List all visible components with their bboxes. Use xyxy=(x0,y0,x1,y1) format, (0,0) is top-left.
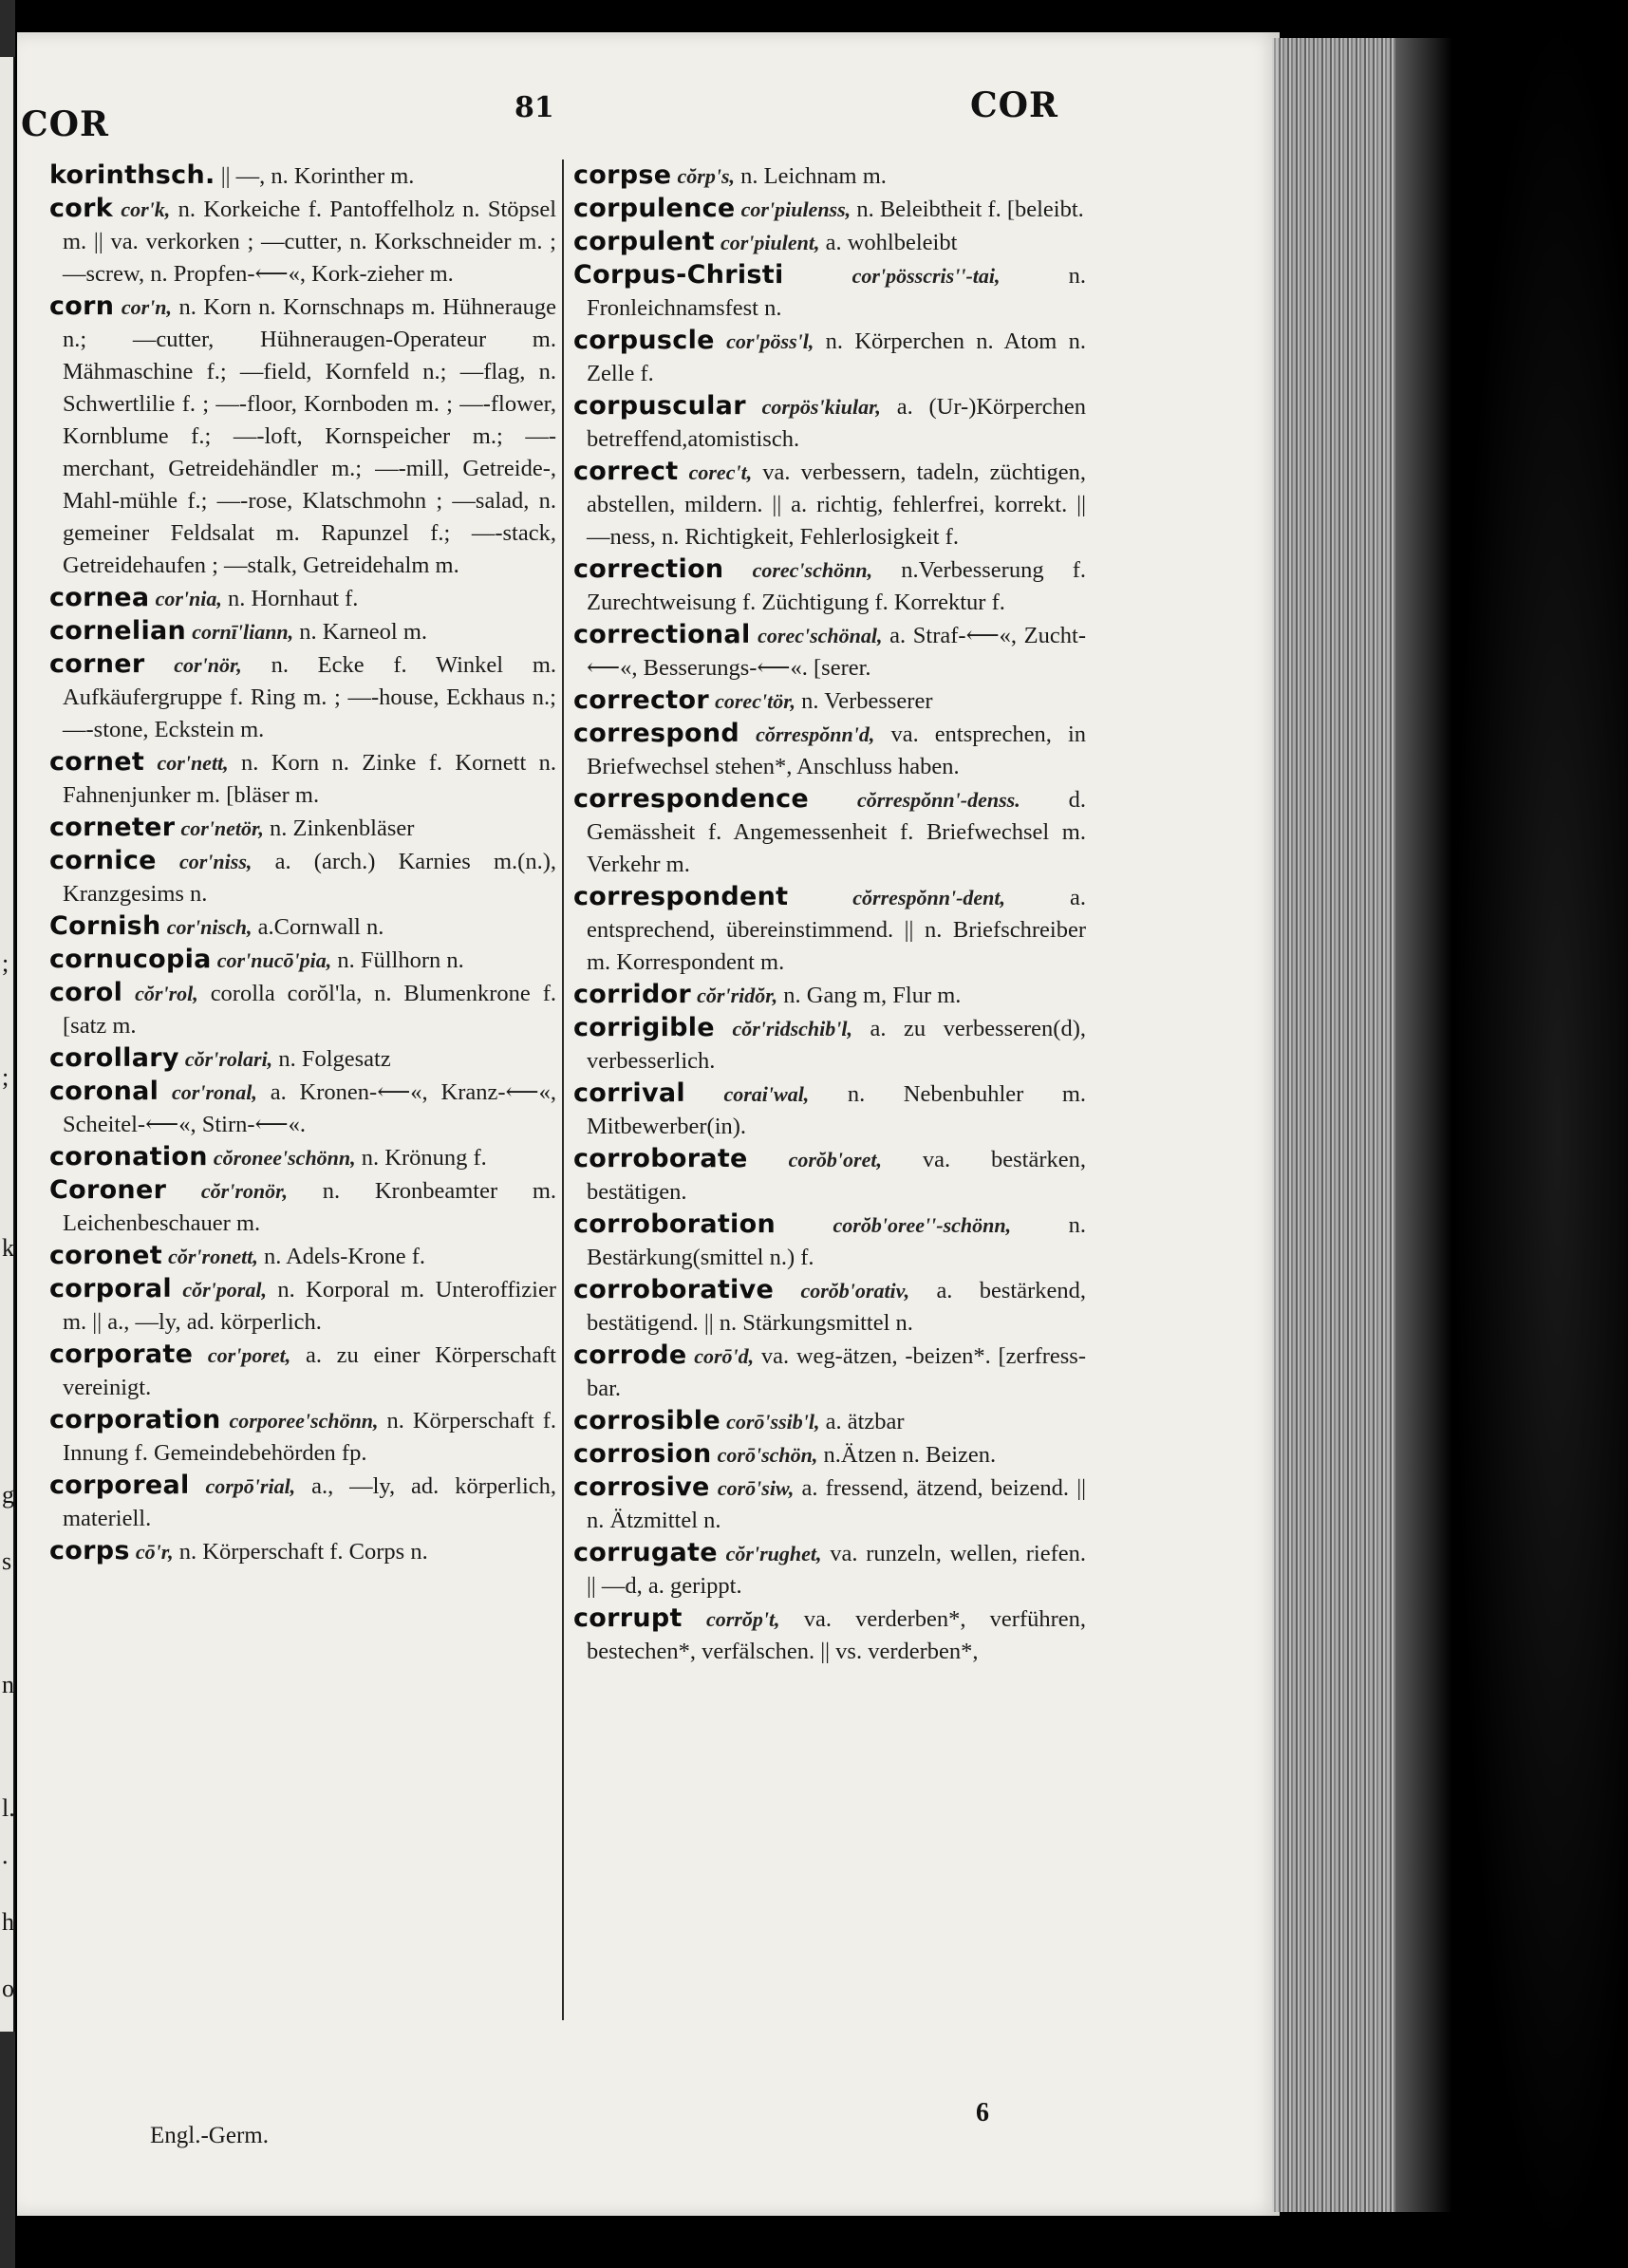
definition: va. verbessern, tadeln, züchtigen, abstellen, mildern. || a. richtig, fehlerfrei, korrekt. || —ness, n. Richtigkeit, Fehlerlosigkeit f. xyxy=(587,459,1087,550)
dictionary-entry xyxy=(573,684,1086,718)
guide-word-left: COR xyxy=(21,104,109,144)
definition: va. entsprechen, in Briefwechsel stehen*, Anschluss haben. xyxy=(587,722,1087,779)
pronunciation: cor'ronal, xyxy=(172,1080,257,1104)
pronunciation: cor'netör, xyxy=(180,816,264,840)
facing-page-char: ; xyxy=(2,1063,9,1091)
dictionary-entry xyxy=(49,1535,556,1568)
dictionary-entry xyxy=(49,1174,556,1240)
dictionary-entry xyxy=(573,881,1086,979)
definition: a. Kronen-⟵«, Kranz-⟵«, Scheitel-⟵«, Stirn-⟵«. xyxy=(63,1079,557,1137)
dictionary-entry xyxy=(573,259,1086,325)
headword: correction xyxy=(573,554,724,584)
definition: a., —ly, ad. körperlich, materiell. xyxy=(63,1473,557,1531)
headword: coronet xyxy=(49,1241,162,1270)
definition: n.Ätzen n. Beizen. xyxy=(823,1442,997,1468)
headword: corpse xyxy=(573,160,672,190)
pronunciation: cor'k, xyxy=(121,197,171,221)
pronunciation: corō'ssib'l, xyxy=(726,1410,820,1434)
dictionary-entry xyxy=(573,226,1086,259)
pronunciation: cō'r, xyxy=(135,1540,174,1564)
page-number: 81 xyxy=(515,91,554,124)
pronunciation: cor'nucō'pia, xyxy=(216,948,332,972)
facing-page-char: . xyxy=(2,1842,9,1869)
pronunciation: corpös'kiular, xyxy=(761,395,881,419)
headword: cornucopia xyxy=(49,945,212,974)
headword: corollary xyxy=(49,1043,179,1073)
headword: Coroner xyxy=(49,1175,167,1205)
headword: cornelian xyxy=(49,616,187,646)
headword: corner xyxy=(49,649,145,679)
facing-page-char: l. xyxy=(2,1794,15,1822)
definition: a. entsprechend, übereinstimmend. || n. Briefschreiber m. Korrespondent m. xyxy=(587,885,1086,975)
headword: corridor xyxy=(573,980,692,1009)
pronunciation: cor'nisch, xyxy=(166,915,253,939)
headword: cornea xyxy=(49,583,150,612)
dictionary-entry xyxy=(49,845,556,910)
definition: n. Korporal m. Unteroffizier m. || a., —ly, ad. körperlich. xyxy=(63,1277,557,1335)
headword: corrupt xyxy=(573,1603,683,1633)
dictionary-entry xyxy=(573,193,1086,226)
headword: corroborative xyxy=(573,1275,775,1304)
footer-title: Engl.-Germ. xyxy=(150,2123,269,2148)
pronunciation: cŏr'ridŏr, xyxy=(697,984,778,1007)
definition: n. Nebenbuhler m. Mitbewerber(in). xyxy=(587,1081,1087,1139)
pronunciation: cor'nia, xyxy=(155,587,222,610)
definition: va. runzeln, wellen, riefen. || —d, a. gerippt. xyxy=(587,1541,1086,1599)
definition: a. (Ur-)Körperchen betreffend,atomistisch. xyxy=(587,394,1086,452)
dictionary-entry xyxy=(573,979,1086,1012)
definition: a. zu einer Körperschaft vereinigt. xyxy=(63,1342,556,1400)
definition: n. Kronbeamter m. Leichenbeschauer m. xyxy=(63,1178,557,1236)
dictionary-entry xyxy=(573,1471,1086,1537)
headword: corpulent xyxy=(573,227,715,256)
dictionary-entry xyxy=(49,746,556,812)
headword: corporeal xyxy=(49,1471,190,1500)
headword: corrigible xyxy=(573,1013,715,1042)
pronunciation: corec't, xyxy=(688,460,753,484)
dictionary-entry xyxy=(49,812,556,845)
definition: a. (arch.) Karnies m.(n.), Kranzgesims n. xyxy=(63,849,556,907)
dictionary-entry xyxy=(49,944,556,977)
definition: a. zu verbesseren(d), verbesserlich. xyxy=(587,1016,1087,1074)
dictionary-entry xyxy=(573,1078,1086,1143)
definition: va. weg-ätzen, -beizen*. [zerfress-bar. xyxy=(587,1343,1087,1401)
dictionary-entry xyxy=(49,615,556,648)
pronunciation: cor'niss, xyxy=(178,850,253,873)
definition: n. Bestärkung(smittel n.) f. xyxy=(587,1212,1087,1270)
definition: a. wohlbeleibt xyxy=(825,230,958,255)
definition: n. Zinkenbläser xyxy=(270,815,415,841)
definition: n. Karneol m. xyxy=(299,619,428,645)
headword: corol xyxy=(49,978,123,1007)
definition: n. Gang m, Flur m. xyxy=(783,983,962,1008)
headword: Corpus-Christi xyxy=(573,260,784,290)
dictionary-entry xyxy=(49,582,556,615)
facing-page-sliver xyxy=(0,57,15,2032)
definition: n. Verbesserer xyxy=(801,688,933,714)
definition: n. Ecke f. Winkel m. Aufkäufergruppe f. Ring m. ; —-house, Eckhaus n.; —-stone, Eckstein m. xyxy=(63,652,557,742)
headword: correspondent xyxy=(573,882,789,911)
dictionary-entry xyxy=(49,159,556,193)
definition: n. Krönung f. xyxy=(361,1145,487,1171)
headword: coronation xyxy=(49,1142,208,1171)
dictionary-entry xyxy=(573,553,1086,619)
dictionary-entry xyxy=(49,1076,556,1141)
pronunciation: corec'schönal, xyxy=(758,624,883,647)
pronunciation: cŏr'rol, xyxy=(135,982,198,1005)
pronunciation: cŏr'ronett, xyxy=(168,1245,258,1268)
pronunciation: cŏrp's, xyxy=(677,164,736,188)
facing-page-char: o xyxy=(2,1975,14,2002)
pronunciation: cor'nör, xyxy=(174,653,242,677)
headword: correctional xyxy=(573,620,751,649)
pronunciation: corō'd, xyxy=(694,1344,755,1368)
dictionary-entry xyxy=(573,325,1086,390)
headword: corroboration xyxy=(573,1209,776,1239)
headword: corrector xyxy=(573,685,709,715)
dictionary-entry xyxy=(573,1603,1086,1668)
headword: corpuscular xyxy=(573,391,746,421)
pronunciation: cŏrrespŏnn'd, xyxy=(756,722,875,746)
pronunciation: cornī'liann, xyxy=(192,620,294,644)
definition: n. Korn n. Zinke f. Kornett n. Fahnenjunker m. [bläser m. xyxy=(63,750,557,808)
dictionary-entry xyxy=(49,193,556,291)
facing-page-char: n xyxy=(2,1671,14,1698)
dictionary-entry xyxy=(573,1274,1086,1340)
facing-page-char: k xyxy=(2,1234,14,1262)
definition: n.Verbesserung f. Zurechtweisung f. Züchtigung f. Korrektur f. xyxy=(587,557,1086,615)
dictionary-entry xyxy=(49,1339,556,1404)
headword: corneter xyxy=(49,813,176,842)
pronunciation: cor'n, xyxy=(121,295,172,319)
headword: corrival xyxy=(573,1078,685,1108)
pronunciation: cŏr'ridschib'l, xyxy=(732,1017,852,1040)
definition: n. Folgesatz xyxy=(278,1046,391,1072)
pronunciation: corec'schönn, xyxy=(752,558,873,582)
pronunciation: corpō'rial, xyxy=(205,1474,296,1498)
headword: correct xyxy=(573,457,679,486)
dictionary-entry xyxy=(573,783,1086,881)
dictionary-entry xyxy=(49,1404,556,1470)
dictionary-entry xyxy=(49,1240,556,1273)
definition: || —, n. Korinther m. xyxy=(220,163,415,189)
pronunciation: cŏr'rolari, xyxy=(184,1047,273,1071)
dictionary-entry xyxy=(49,1470,556,1535)
headword: corporal xyxy=(49,1274,172,1303)
page-edges-shadow xyxy=(1395,38,1452,2212)
dictionary-entry xyxy=(49,1141,556,1174)
pronunciation: corec'tör, xyxy=(715,689,796,713)
definition: n. Füllhorn n. xyxy=(337,947,464,973)
pronunciation: cŏronee'schönn, xyxy=(213,1146,356,1170)
definition: n. Korn n. Kornschnaps m. Hühnerauge n.; —cutter, Hühneraugen-Operateur m. Mähmaschine f.; —field, Kornfeld n.; —flag, n. Schwertlilie f. ; —-floor, Kornboden m. ; —-flower, Kornblume f.; —-loft, Kornspeicher m.; —-merchant, Getreidehändler m.; —-mill, Getreide-, Mahl-mühle f.; —-rose, Klatschmohn ; —salad, n. gemeiner Feldsalat m. Rapunzel f.; —-stack, Getreidehaufen ; —stalk, Getreidehalm m. xyxy=(63,294,556,578)
definition: d. Gemässheit f. Angemessenheit f. Briefwechsel m. Verkehr m. xyxy=(587,787,1087,877)
headword: Cornish xyxy=(49,911,161,941)
definition: n. Leichnam m. xyxy=(740,163,887,189)
dictionary-entry xyxy=(573,1537,1086,1603)
pronunciation: corō'siw, xyxy=(717,1476,795,1500)
pronunciation: cor'poret, xyxy=(207,1343,291,1367)
pronunciation: corŏb'oret, xyxy=(788,1148,882,1171)
headword: cornet xyxy=(49,747,145,777)
pronunciation: cor'nett, xyxy=(157,751,229,775)
dictionary-entry xyxy=(49,977,556,1042)
dictionary-entry xyxy=(49,291,556,582)
headword: correspond xyxy=(573,719,739,748)
pronunciation: cor'piulenss, xyxy=(740,197,851,221)
headword: corps xyxy=(49,1536,130,1565)
headword: corrosive xyxy=(573,1472,710,1502)
pronunciation: corai'wal, xyxy=(723,1082,810,1106)
dictionary-entry xyxy=(573,619,1086,684)
definition: n. Fronleichnamsfest n. xyxy=(587,263,1087,321)
definition: a. Straf-⟵«, Zucht-⟵«, Besserungs-⟵«. [serer. xyxy=(587,623,1086,681)
pronunciation: cŏr'rughet, xyxy=(725,1542,822,1565)
definition: n. Adels-Krone f. xyxy=(263,1244,426,1269)
headword: corrosible xyxy=(573,1406,720,1435)
definition: n. Körperchen n. Atom n. Zelle f. xyxy=(587,328,1087,386)
headword: corporation xyxy=(49,1405,221,1434)
headword: corporate xyxy=(49,1340,194,1369)
definition: a.Cornwall n. xyxy=(257,914,384,940)
definition: n. Hornhaut f. xyxy=(227,586,359,611)
definition: n. Körperschaft f. Corps n. xyxy=(178,1539,428,1565)
guide-word-right: COR xyxy=(970,85,1058,125)
headword: correspondence xyxy=(573,784,810,814)
dictionary-entry xyxy=(573,1438,1086,1471)
headword: corpuscle xyxy=(573,326,715,355)
pronunciation: corŏb'oree''-schönn, xyxy=(833,1213,1012,1237)
dictionary-entry xyxy=(573,1340,1086,1405)
dictionary-entry xyxy=(573,1209,1086,1274)
facing-page-char: s xyxy=(2,1547,12,1575)
pronunciation: corŏb'orativ, xyxy=(800,1279,910,1303)
definition: a. ätzbar xyxy=(825,1409,905,1434)
page-edges xyxy=(1272,38,1405,2212)
facing-page-char: h xyxy=(2,1908,14,1936)
facing-page-char: ; xyxy=(2,949,9,977)
signature-mark: 6 xyxy=(976,2098,989,2127)
pronunciation: corō'schön, xyxy=(717,1443,818,1467)
book-cover xyxy=(1452,0,1628,2268)
column-rule xyxy=(562,159,564,2020)
dictionary-entry xyxy=(49,648,556,746)
headword: cornice xyxy=(49,846,157,875)
headword: corrode xyxy=(573,1340,687,1370)
headword: coronal xyxy=(49,1077,159,1106)
pronunciation: cŏr'ronör, xyxy=(200,1179,289,1203)
headword: corrugate xyxy=(573,1538,718,1567)
dictionary-entry xyxy=(573,718,1086,783)
pronunciation: corporee'schönn, xyxy=(229,1409,379,1433)
dictionary-entry xyxy=(573,1012,1086,1078)
pronunciation: cor'pöss'l, xyxy=(726,329,814,353)
definition: n. Korkeiche f. Pantoffelholz n. Stöpsel m. || va. verkorken ; —cutter, n. Korkschneider m. ; —screw, n. Propfen-⟵«, Kork-zieher m. xyxy=(63,197,557,287)
pronunciation: cŏrrespŏnn'-denss. xyxy=(856,788,1020,812)
dictionary-entry xyxy=(573,1143,1086,1209)
facing-page-char: g xyxy=(2,1481,14,1509)
definition: a. bestärkend, bestätigend. || n. Stärkungsmittel n. xyxy=(587,1278,1086,1336)
definition: a. fressend, ätzend, beizend. || n. Ätzmittel n. xyxy=(587,1475,1087,1533)
pronunciation: cor'piulent, xyxy=(720,231,820,254)
dictionary-entry xyxy=(573,1405,1086,1438)
dictionary-entry xyxy=(49,1273,556,1339)
headword: cork xyxy=(49,194,114,223)
definition: va. verderben*, verführen, bestechen*, verfälschen. || vs. verderben*, xyxy=(587,1606,1087,1664)
pronunciation: corrŏp't, xyxy=(705,1607,780,1631)
dictionary-entry xyxy=(49,910,556,944)
headword: corrosion xyxy=(573,1439,712,1469)
definition: corolla corŏl'la, n. Blumenkrone f. [satz m. xyxy=(63,981,557,1039)
pronunciation: cŏrrespŏnn'-dent, xyxy=(852,886,1006,909)
dictionary-entry xyxy=(573,390,1086,456)
pronunciation: cor'pösscris''-tai, xyxy=(851,264,1001,288)
dictionary-entry xyxy=(573,159,1086,193)
pronunciation: cŏr'poral, xyxy=(182,1278,267,1302)
headword: korinthsch. xyxy=(49,160,215,190)
dictionary-entry xyxy=(573,456,1086,553)
headword: corroborate xyxy=(573,1144,748,1173)
headword: corn xyxy=(49,291,115,321)
definition: n. Körperschaft f. Innung f. Gemeindebehörden fp. xyxy=(63,1408,556,1466)
left-column xyxy=(49,159,556,1568)
definition: n. Beleibtheit f. [beleibt. xyxy=(856,197,1084,222)
headword: corpulence xyxy=(573,194,736,223)
dictionary-entry xyxy=(49,1042,556,1076)
right-column xyxy=(573,159,1086,1668)
definition: va. bestärken, bestätigen. xyxy=(587,1147,1087,1205)
